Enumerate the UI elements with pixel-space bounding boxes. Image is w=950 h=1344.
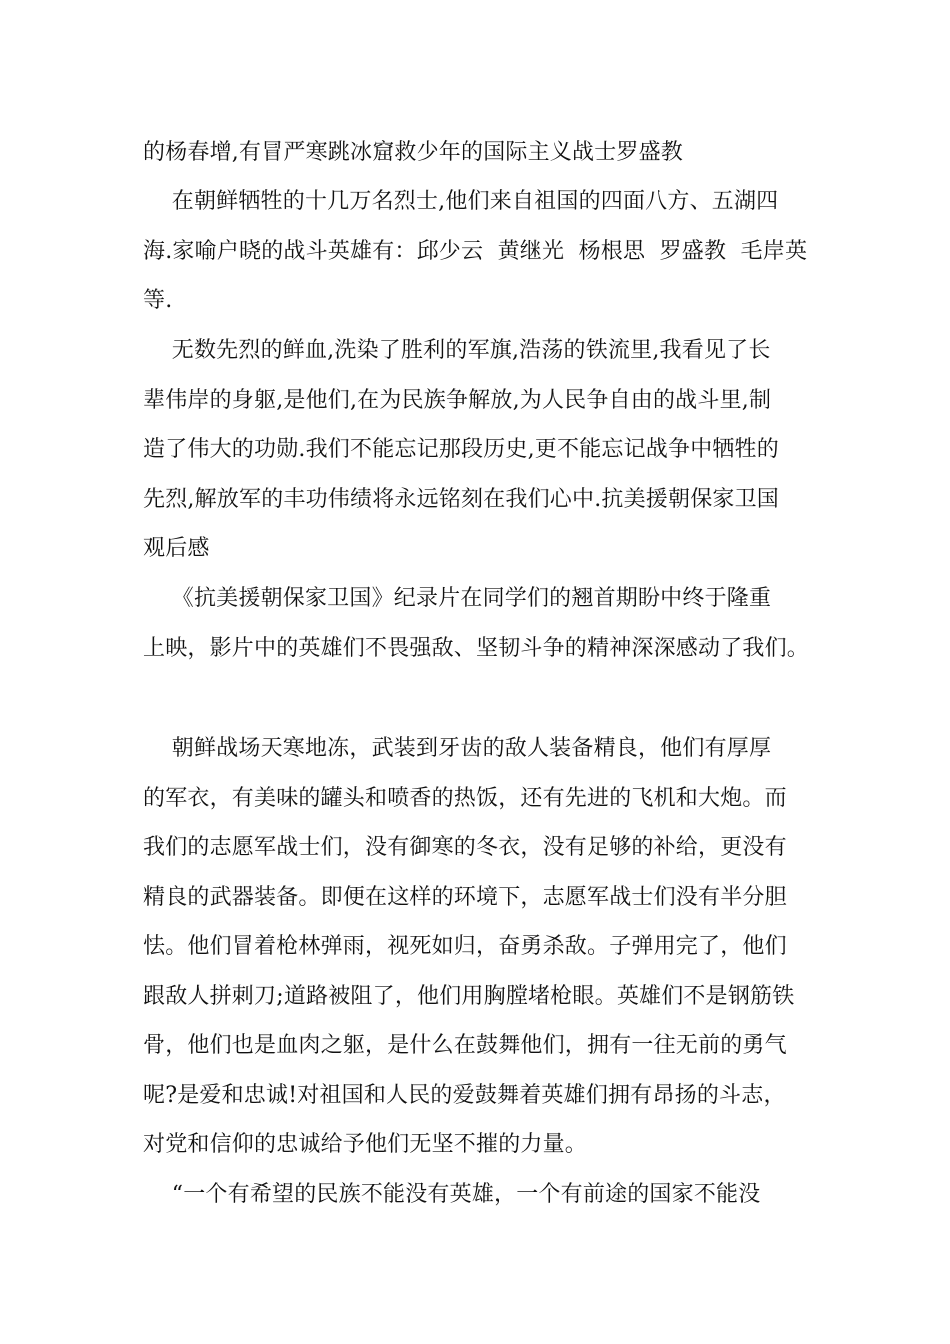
text-line: 《抗美援朝保家卫国》纪录片在同学们的翘首期盼中终于隆重	[143, 586, 772, 611]
text-line: 无数先烈的鲜血,洗染了胜利的军旗,浩荡的铁流里,我看见了长	[143, 338, 771, 363]
text-line: 等.	[143, 288, 173, 313]
text-line: 对党和信仰的忠诚给予他们无坚不摧的力量。	[143, 1132, 588, 1157]
text-line: 海.家喻户晓的战斗英雄有：邱少云 黄继光 杨根思 罗盛教 毛岸英	[143, 238, 808, 264]
paragraph-battlefield	[143, 724, 823, 1170]
text-line: 呢?是爱和忠诚!对祖国和人民的爱鼓舞着英雄们拥有昂扬的斗志，	[143, 1082, 786, 1108]
paragraph-blood-of-martyrs	[143, 326, 823, 574]
text-line: 上映，影片中的英雄们不畏强敌、坚韧斗争的精神深深感动了我们。	[143, 635, 810, 661]
text-line: 辈伟岸的身躯,是他们,在为民族争解放,为人民争自由的战斗里,制	[143, 387, 772, 413]
text-line: 在朝鲜牺牲的十几万名烈士,他们来自祖国的四面八方、五湖四	[143, 189, 779, 214]
paragraph-heroes-continued	[143, 128, 823, 178]
text-line: 骨，他们也是血肉之躯，是什么在鼓舞他们，拥有一往无前的勇气	[143, 1033, 787, 1058]
paragraph-documentary	[143, 574, 823, 673]
text-line: 观后感	[143, 536, 210, 561]
text-line: 造了伟大的功勋.我们不能忘记那段历史,更不能忘记战争中牺牲的	[143, 437, 779, 462]
text-line: 朝鲜战场天寒地冻，武装到牙齿的敌人装备精良，他们有厚厚	[143, 736, 772, 761]
text-line: “一个有希望的民族不能没有英雄，一个有前途的国家不能没	[143, 1182, 761, 1207]
text-line: 我们的志愿军战士们，没有御寒的冬衣，没有足够的补给，更没有	[143, 835, 787, 860]
paragraph-quote	[143, 1170, 823, 1220]
text-line: 跟敌人拼刺刀;道路被阻了，他们用胸膛堵枪眼。英雄们不是钢筋铁	[143, 983, 795, 1009]
text-line: 的杨春增,有冒严寒跳冰窟救少年的国际主义战士罗盛教	[143, 140, 683, 165]
text-line: 先烈,解放军的丰功伟绩将永远铭刻在我们心中.抗美援朝保家卫国	[143, 486, 779, 512]
text-line: 精良的武器装备。即便在这样的环境下，志愿军战士们没有半分胆	[143, 884, 787, 910]
text-line: 怯。他们冒着枪林弹雨，视死如归，奋勇杀敌。子弹用完了，他们	[143, 934, 787, 959]
paragraph-martyrs	[143, 177, 823, 326]
text-line: 的军衣，有美味的罐头和喷香的热饭，还有先进的飞机和大炮。而	[143, 785, 787, 811]
